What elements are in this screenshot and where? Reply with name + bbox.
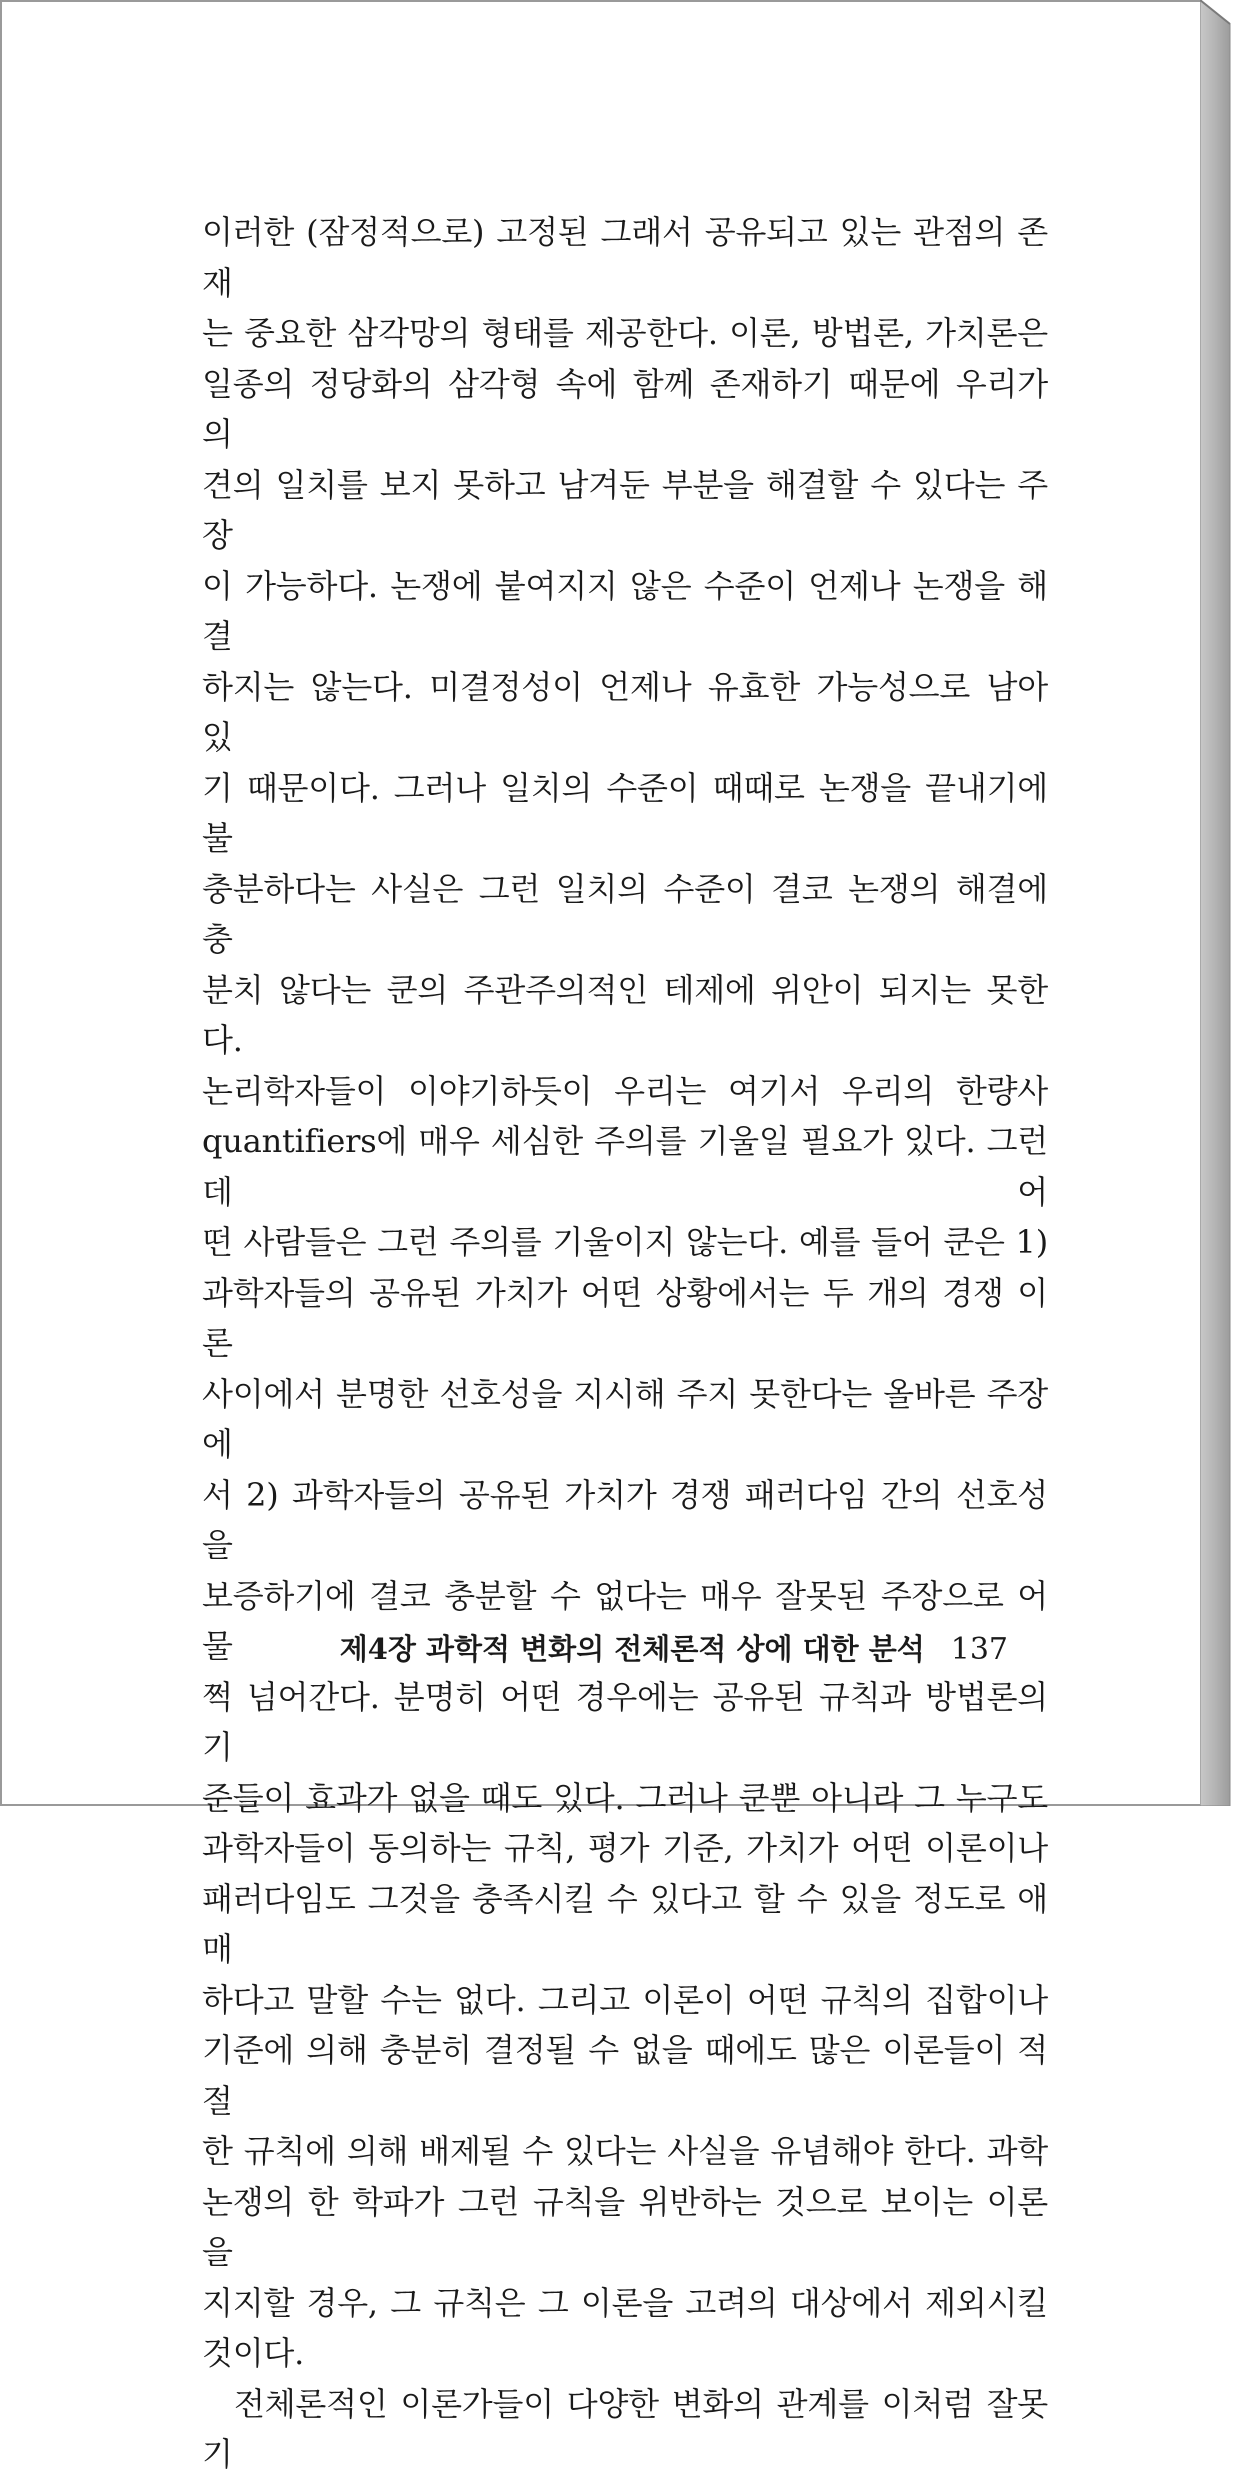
text-line: 것이다. xyxy=(202,2334,305,2372)
text-line: 떤 사람들은 그런 주의를 기울이지 않는다. 예를 들어 쿤은 1) xyxy=(202,1223,1048,1261)
text-line: 전체론적인 이론가들이 다양한 변화의 관계를 이처럼 잘못 기 xyxy=(202,2384,1048,2473)
text-line: 과학자들의 공유된 가치가 어떤 상황에서는 두 개의 경쟁 이론 xyxy=(202,1273,1048,1362)
text-line: 한 규칙에 의해 배제될 수 있다는 사실을 유념해야 한다. 과학 xyxy=(202,2132,1048,2170)
text-line: 는 중요한 삼각망의 형태를 제공한다. 이론, 방법론, 가치론은 xyxy=(202,314,1048,352)
text-line: 이러한 (잠정적으로) 고정된 그래서 공유되고 있는 관점의 존재 xyxy=(202,213,1048,302)
text-line: 과학자들이 동의하는 규칙, 평가 기준, 가치가 어떤 이론이나 xyxy=(202,1829,1048,1867)
running-footer xyxy=(339,1627,1008,1668)
body-text xyxy=(202,207,1048,2480)
text-line: 보증하기에 결코 충분할 수 없다는 매우 잘못된 주장으로 어물 xyxy=(202,1576,1048,1665)
text-line: 하다고 말할 수는 없다. 그리고 이론이 어떤 규칙의 집합이나 xyxy=(202,1980,1048,2019)
text-line: 견의 일치를 보지 못하고 남겨둔 부분을 해결할 수 있다는 주장 xyxy=(202,465,1048,554)
text-line: 이 가능하다. 논쟁에 붙여지지 않은 수준이 언제나 논쟁을 해결 xyxy=(202,566,1048,655)
page-number: 137 xyxy=(950,1632,1008,1667)
text-line: 기준에 의해 충분히 결정될 수 없을 때에도 많은 이론들이 적절 xyxy=(202,2031,1048,2120)
text-line: 패러다임도 그것을 충족시킬 수 있다고 할 수 있을 정도로 애매 xyxy=(202,1879,1048,1968)
text-line: 서 2) 과학자들의 공유된 가치가 경쟁 패러다임 간의 선호성을 xyxy=(202,1475,1048,1564)
text-line: 지지할 경우, 그 규칙은 그 이론을 고려의 대상에서 제외시킬 xyxy=(202,2283,1048,2322)
text-line: 충분하다는 사실은 그런 일치의 수준이 결코 논쟁의 해결에 충 xyxy=(202,869,1048,958)
text-line: 분치 않다는 쿤의 주관주의적인 테제에 위안이 되지는 못한다. xyxy=(202,970,1048,1059)
text-line: quantifiers에 매우 세심한 주의를 기울일 필요가 있다. 그런데 어 xyxy=(202,1122,1048,1211)
text-line: 사이에서 분명한 선호성을 지시해 주지 못한다는 올바른 주장에 xyxy=(202,1374,1048,1463)
text-line: 논쟁의 한 학파가 그런 규칙을 위반하는 것으로 보이는 이론을 xyxy=(202,2182,1048,2271)
text-line: 일종의 정당화의 삼각형 속에 함께 존재하기 때문에 우리가 의 xyxy=(202,364,1048,453)
text-line: 준들이 효과가 없을 때도 있다. 그러나 쿤뿐 아니라 그 누구도 xyxy=(202,1778,1048,1817)
text-line: 쩍 넘어간다. 분명히 어떤 경우에는 공유된 규칙과 방법론의 기 xyxy=(202,1677,1048,1766)
text-line: 하지는 않는다. 미결정성이 언제나 유효한 가능성으로 남아 있 xyxy=(202,667,1048,756)
chapter-title: 제4장 과학적 변화의 전체론적 상에 대한 분석 xyxy=(339,1632,925,1666)
text-line: 기 때문이다. 그러나 일치의 수준이 때때로 논쟁을 끝내기에 불 xyxy=(202,768,1048,857)
page-edge-shadow xyxy=(1200,0,1259,1806)
text-line: 논리학자들이 이야기하듯이 우리는 여기서 우리의 한량사 xyxy=(202,1071,1048,1110)
